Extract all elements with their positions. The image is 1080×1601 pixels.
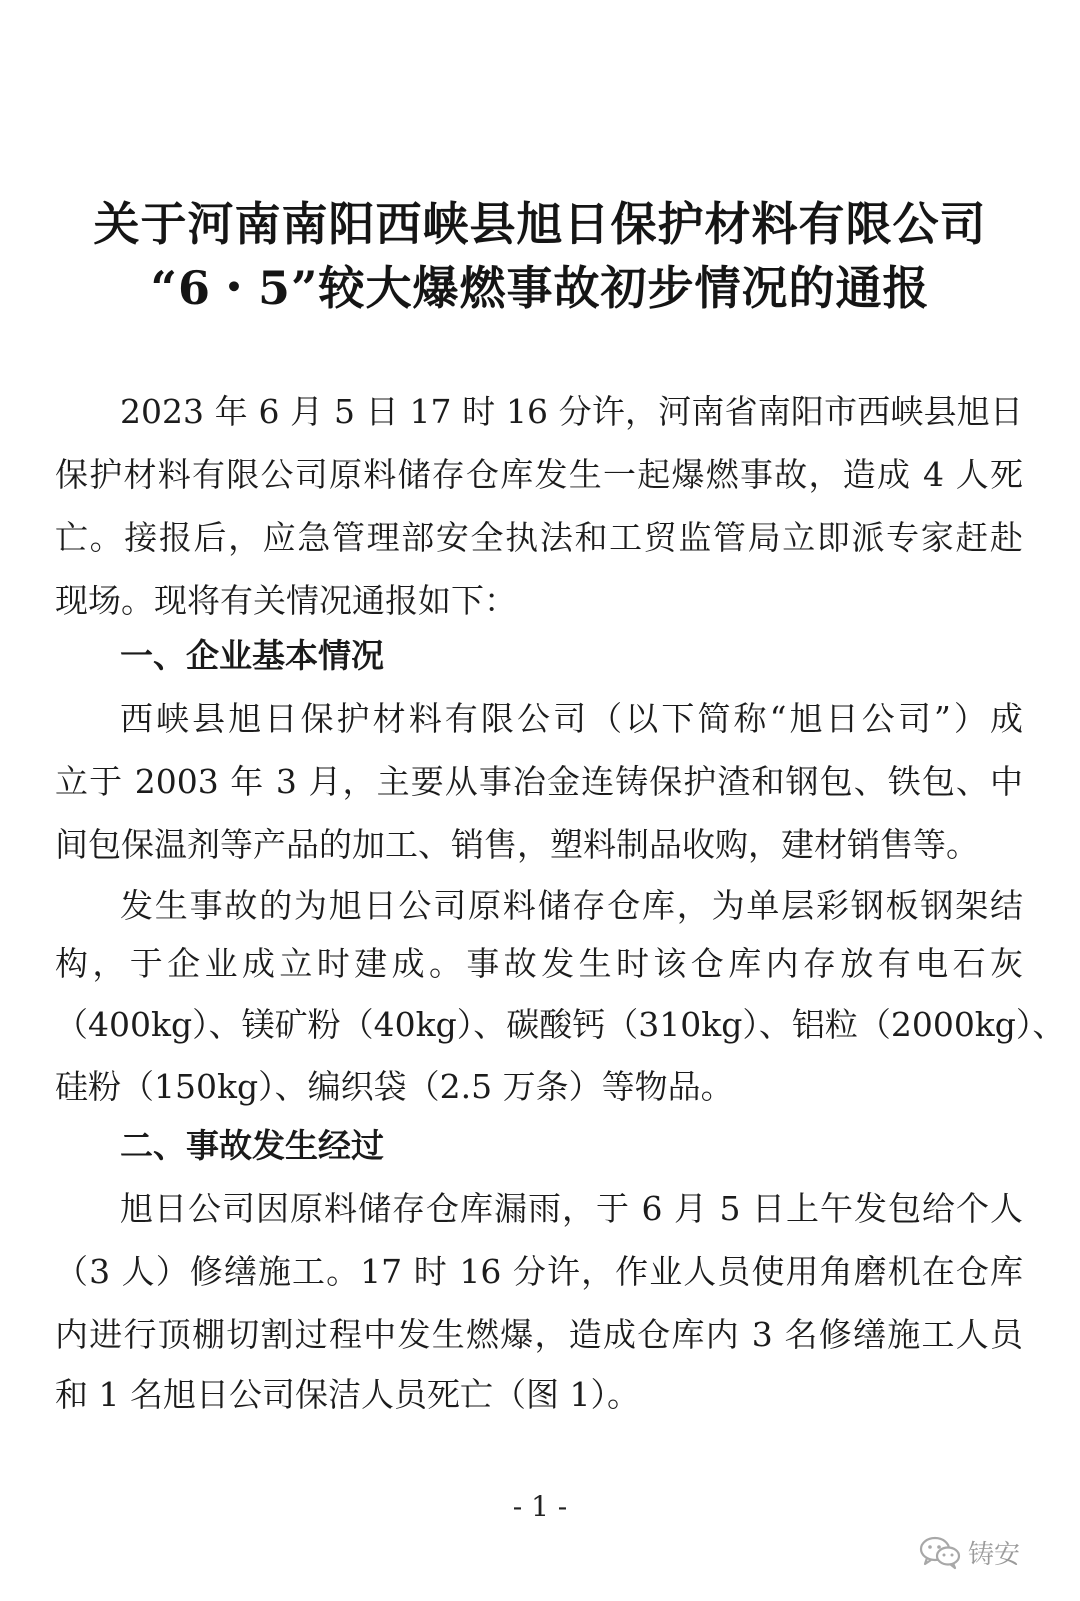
section-1-para-1-line-2: 立于 2003 年 3 月，主要从事冶金连铸保护渣和钢包、铁包、中: [55, 762, 1023, 801]
section-1-para-1-line-3: 间包保温剂等产品的加工、销售，塑料制品收购，建材销售等。: [55, 825, 979, 864]
section-1-heading: 一、企业基本情况: [120, 636, 384, 675]
section-2-para-1-line-3: 内进行顶棚切割过程中发生燃爆，造成仓库内 3 名修缮施工人员: [55, 1315, 1023, 1354]
watermark-label: 铸安: [968, 1539, 1021, 1570]
section-1-para-2-line-1: 发生事故的为旭日公司原料储存仓库，为单层彩钢板钢架结: [120, 886, 1023, 925]
intro-line-2: 保护材料有限公司原料储存仓库发生一起爆燃事故，造成 4 人死: [55, 455, 1023, 494]
section-2-para-1-line-2: （3 人）修缮施工。17 时 16 分许，作业人员使用角磨机在仓库: [55, 1252, 1023, 1291]
section-2-heading: 二、事故发生经过: [120, 1126, 384, 1165]
intro-line-1: 2023 年 6 月 5 日 17 时 16 分许，河南省南阳市西峡县旭日: [120, 392, 1023, 431]
section-2-para-1-line-4: 和 1 名旭日公司保洁人员死亡（图 1）。: [55, 1375, 640, 1414]
document-title-line-2: “6・5”较大爆燃事故初步情况的通报: [150, 261, 930, 315]
section-2-para-1-line-1: 旭日公司因原料储存仓库漏雨，于 6 月 5 日上午发包给个人: [120, 1189, 1023, 1228]
section-1-para-2-line-3: （400kg）、镁矿粉（40kg）、碳酸钙（310kg）、铝粒（2000kg）、: [55, 1005, 1066, 1044]
wechat-icon: [918, 1534, 962, 1570]
section-1-para-2-line-2: 构，于企业成立时建成。事故发生时该仓库内存放有电石灰: [55, 944, 1023, 983]
section-1-para-2-line-4: 硅粉（150kg）、编织袋（2.5 万条）等物品。: [55, 1067, 734, 1106]
document-title-line-1: 关于河南南阳西峡县旭日保护材料有限公司: [93, 197, 987, 251]
intro-line-4: 现场。现将有关情况通报如下：: [55, 581, 517, 620]
page-number: - 1 -: [512, 1490, 568, 1523]
section-1-para-1-line-1: 西峡县旭日保护材料有限公司（以下简称“旭日公司”）成: [120, 699, 1023, 738]
intro-line-3: 亡。接报后，应急管理部安全执法和工贸监管局立即派专家赶赴: [55, 518, 1023, 557]
wechat-watermark: [918, 1530, 1020, 1574]
